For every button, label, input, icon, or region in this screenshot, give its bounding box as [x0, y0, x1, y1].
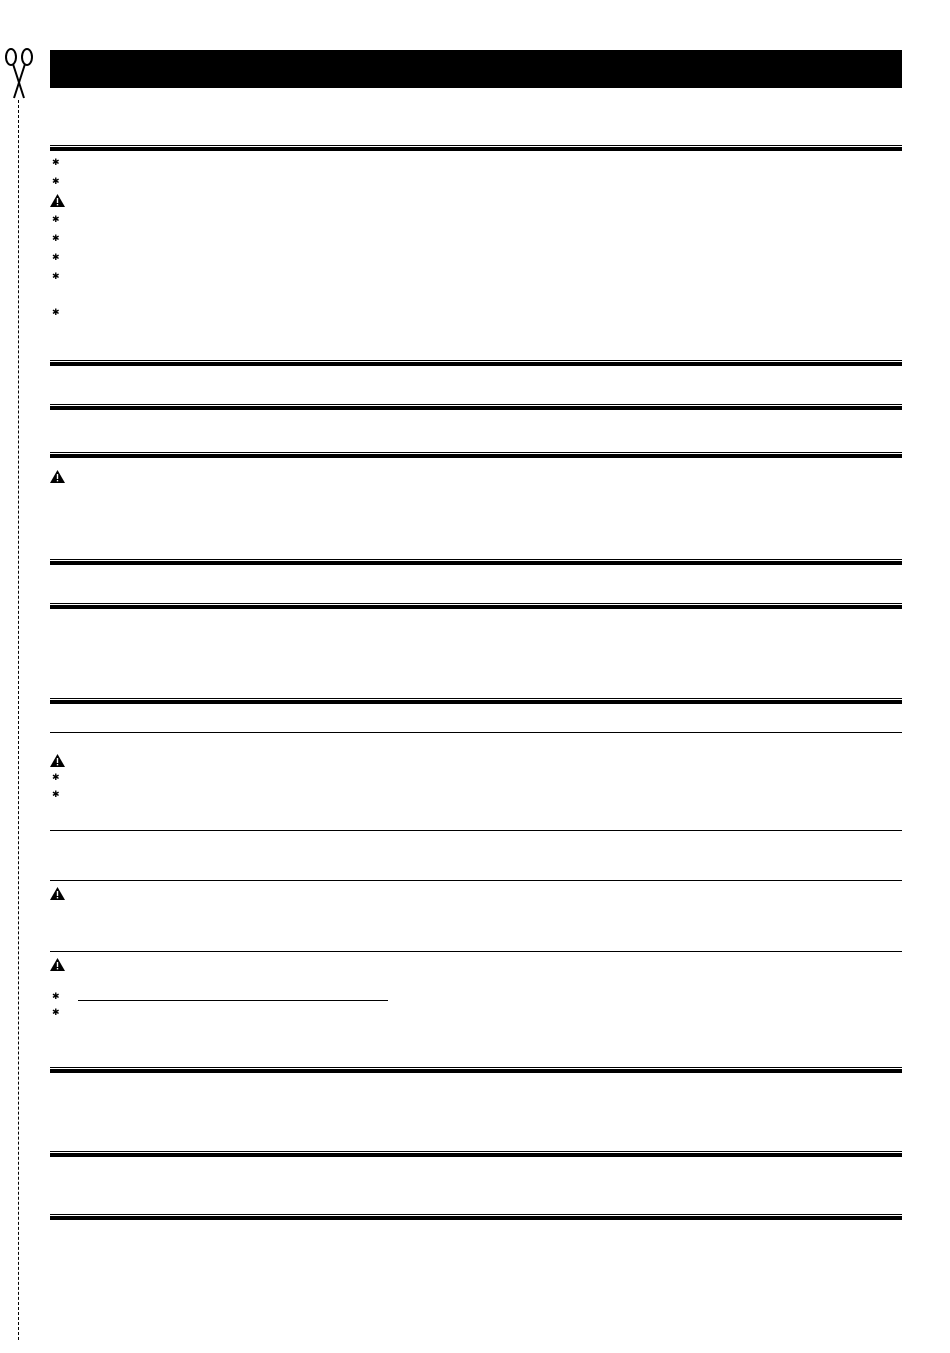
- page-header-bar: [50, 50, 902, 88]
- section-divider: [50, 951, 902, 952]
- underline-rule: [78, 1000, 388, 1001]
- section-divider: [50, 880, 902, 881]
- bullet-star-icon: ✱: [52, 252, 60, 262]
- warning-triangle-icon: [50, 887, 65, 900]
- section-divider: [50, 698, 902, 704]
- section-divider: [50, 452, 902, 458]
- warning-triangle-icon: [50, 958, 65, 971]
- section-divider: [50, 1151, 902, 1157]
- bullet-star-icon: ✱: [52, 772, 60, 782]
- cut-line: [18, 100, 19, 1340]
- section-divider: [50, 732, 902, 733]
- bullet-star-icon: ✱: [52, 991, 60, 1001]
- bullet-star-icon: ✱: [52, 1007, 60, 1017]
- warning-triangle-icon: [50, 194, 65, 207]
- section-divider: [50, 1214, 902, 1220]
- warning-triangle-icon: [50, 754, 65, 767]
- section-divider: [50, 145, 902, 151]
- bullet-star-icon: ✱: [52, 789, 60, 799]
- section-divider: [50, 360, 902, 366]
- section-divider: [50, 830, 902, 831]
- bullet-star-icon: ✱: [52, 307, 60, 317]
- section-divider: [50, 559, 902, 565]
- bullet-star-icon: ✱: [52, 157, 60, 167]
- bullet-star-icon: ✱: [52, 176, 60, 186]
- section-divider: [50, 1067, 902, 1073]
- section-divider: [50, 603, 902, 609]
- bullet-star-icon: ✱: [52, 214, 60, 224]
- section-divider: [50, 404, 902, 410]
- bullet-star-icon: ✱: [52, 233, 60, 243]
- warning-triangle-icon: [50, 470, 65, 483]
- bullet-star-icon: ✱: [52, 271, 60, 281]
- scissors-icon: [2, 48, 36, 100]
